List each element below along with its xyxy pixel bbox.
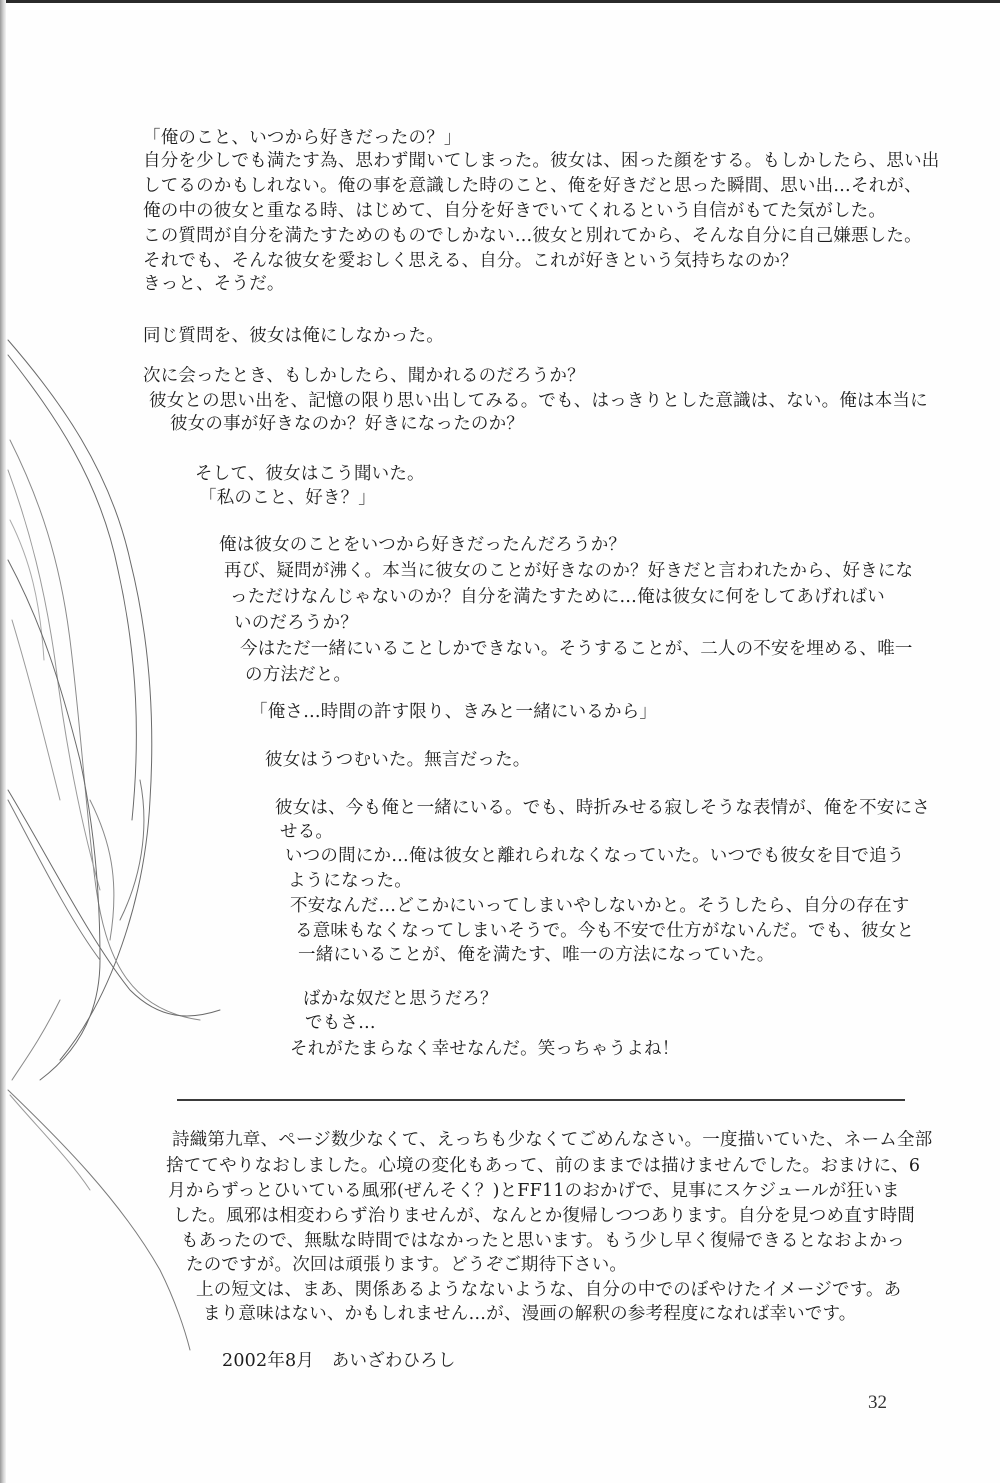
story-line: 俺の中の彼女と重なる時、はじめて、自分を好きでいてくれるという自信がもてた気がした。 — [143, 201, 887, 221]
story-line: 彼女との思い出を、記憶の限り思い出してみる。でも、はっきりとした意識は、ない。俺は本当に — [149, 391, 928, 411]
afterword-line: たのですが。次回は頑張ります。どうぞご期待下さい。 — [186, 1255, 628, 1275]
scan-spine-shadow — [0, 0, 6, 1483]
story-line: この質問が自分を満たすためのものでしかない…彼女と別れてから、そんな自分に自己嫌悪した。 — [143, 226, 922, 246]
story-line: 彼女はうつむいた。無言だった。 — [265, 750, 531, 770]
story-line: 一緒にいることが、俺を満たす、唯一の方法になっていた。 — [298, 945, 775, 965]
story-line: そして、彼女はこう聞いた。 — [195, 464, 425, 484]
story-line: 自分を少しでも満たす為、思わず聞いてしまった。彼女は、困った顔をする。もしかしたら、思い出 — [143, 151, 940, 171]
story-line: きっと、そうだ。 — [143, 274, 285, 294]
story-line: でもさ… — [305, 1013, 376, 1033]
author-signature-date: 2002年8月 あいざわひろし — [222, 1351, 456, 1371]
story-line: せる。 — [280, 822, 334, 842]
story-line: いつの間にか…俺は彼女と離れられなくなっていた。いつでも彼女を目で追う — [285, 846, 905, 866]
afterword-line: 捨ててやりなおしました。心境の変化もあって、前のままでは描けませんでした。おまけに、6 — [166, 1156, 921, 1176]
story-line: 彼女は、今も俺と一緒にいる。でも、時折みせる寂しそうな表情が、俺を不安にさ — [275, 798, 930, 818]
afterword-line: 詩織第九章、ページ数少なくて、えっちも少なくてごめんなさい。一度描いていた、ネーム全部 — [172, 1130, 933, 1150]
story-line: いのだろうか？ — [234, 613, 358, 633]
story-line: 再び、疑問が沸く。本当に彼女のことが好きなのか？好きだと言われたから、好きにな — [224, 561, 914, 581]
story-line: 「私のこと、好き？」 — [199, 488, 376, 508]
story-line: 次に会ったとき、もしかしたら、聞かれるのだろうか？ — [143, 366, 585, 386]
story-line: ばかな奴だと思うだろ？ — [303, 989, 498, 1009]
scan-top-edge — [0, 0, 1000, 3]
afterword-line: まり意味はない、かもしれません…が、漫画の解釈の参考程度になれば幸いです。 — [203, 1304, 857, 1324]
story-line: 「俺のこと、いつから好きだったの？」 — [143, 128, 462, 148]
page-number: 32 — [868, 1392, 887, 1413]
story-line: っただけなんじゃないのか？自分を満たすために…俺は彼女に何をしてあげればい — [230, 587, 885, 607]
story-line: ようになった。 — [288, 871, 412, 891]
section-divider — [177, 1099, 905, 1101]
story-line: 彼女の事が好きなのか？好きになったのか？ — [170, 414, 524, 434]
story-line: それでも、そんな彼女を愛おしく思える、自分。これが好きという気持ちなのか？ — [143, 251, 798, 271]
afterword-line: 上の短文は、まあ、関係あるようなないような、自分の中でのぼやけたイメージです。あ — [196, 1280, 902, 1300]
afterword-line: した。風邪は相変わらず治りませんが、なんとか復帰しつつあります。自分を見つめ直す時間 — [173, 1206, 915, 1226]
story-line: してるのかもしれない。俺の事を意識した時のこと、俺を好きだと思った瞬間、思い出…それが、 — [143, 176, 922, 196]
afterword-line: もあったので、無駄な時間ではなかったと思います。もう少し早く復帰できるとなおよかっ — [181, 1231, 905, 1251]
afterword-line: 月からずっとひいている風邪(ぜんそく？)とFF11のおかげで、見事にスケジュールが狂いま — [168, 1181, 900, 1201]
story-line: 「俺さ…時間の許す限り、きみと一緒にいるから」 — [250, 702, 658, 722]
story-line: 不安なんだ…どこかにいってしまいやしないかと。そうしたら、自分の存在す — [290, 896, 910, 916]
story-line: 俺は彼女のことをいつから好きだったんだろうか？ — [219, 535, 627, 555]
story-line: の方法だと。 — [245, 665, 352, 685]
story-line: それがたまらなく幸せなんだ。笑っちゃうよね！ — [290, 1039, 680, 1059]
story-line: 今はただ一緒にいることしかできない。そうすることが、二人の不安を埋める、唯一 — [240, 639, 913, 659]
story-line: 同じ質問を、彼女は俺にしなかった。 — [143, 326, 444, 346]
story-line: る意味もなくなってしまいそうで。今も不安で仕方がないんだ。でも、彼女と — [295, 921, 915, 941]
